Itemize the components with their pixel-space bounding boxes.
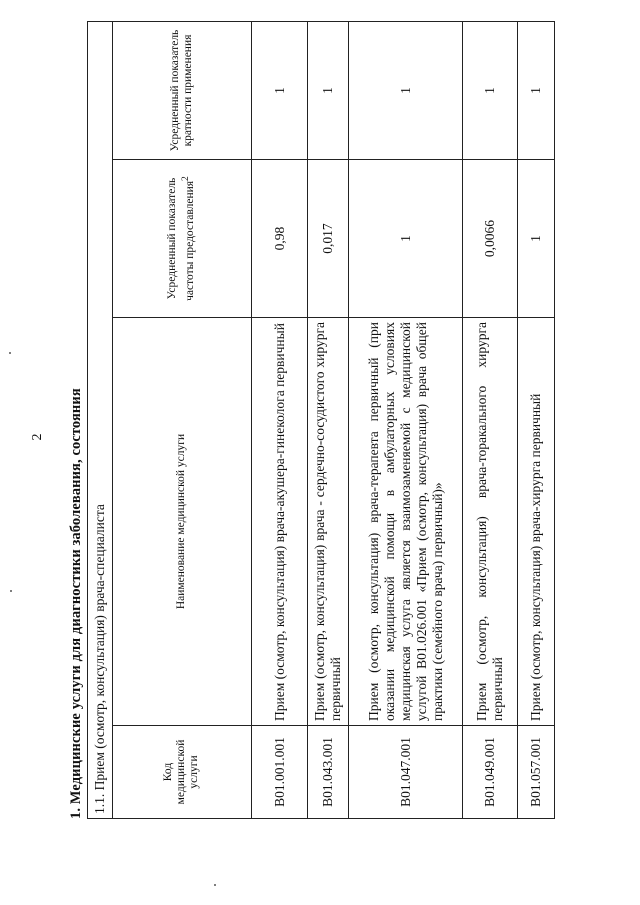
service-multiplicity: 1	[251, 22, 308, 160]
service-code: B01.043.001	[308, 726, 348, 819]
service-frequency: 0,0066	[463, 160, 518, 318]
table-header-row	[113, 22, 252, 819]
service-code: B01.047.001	[348, 726, 463, 819]
service-frequency: 0,98	[251, 160, 308, 318]
service-name: Прием (осмотр, консультация) врача-акушера-гинеколога первичный	[251, 318, 308, 726]
service-frequency: 0,017	[308, 160, 348, 318]
section-heading: 1. Медицинские услуги для диагностики заболевания, состояния	[68, 388, 84, 819]
service-multiplicity: 1	[463, 22, 518, 160]
header-frequency-text: Усредненный показатель частоты предоставления	[166, 177, 197, 301]
service-frequency: 1	[348, 160, 463, 318]
service-frequency: 1	[517, 160, 554, 318]
subsection-row	[88, 22, 113, 819]
table-row	[348, 22, 463, 819]
table-row	[251, 22, 308, 819]
service-multiplicity: 1	[308, 22, 348, 160]
header-frequency-footnote: 2	[180, 176, 192, 181]
page-number: 2	[30, 433, 45, 441]
table-row	[308, 22, 348, 819]
service-multiplicity: 1	[348, 22, 463, 160]
header-frequency	[113, 160, 252, 318]
service-name: Прием (осмотр, консультация) врача-терапевта первичный (при оказании медицинской помощи в амбулаторных условиях медицинская услуга является взаимозаменяемой с медицинской услугой B01.026.001 «Прием (осмотр, консультация) врача общей практики (семейного врача) первичный)»	[348, 318, 463, 726]
header-name: Наименование медицинской услуги	[113, 318, 252, 726]
header-multiplicity: Усредненный показатель кратности применения	[113, 22, 252, 160]
service-code: B01.057.001	[517, 726, 554, 819]
header-code: Код медицинской услуги	[113, 726, 252, 819]
subsection-title: 1.1. Прием (осмотр, консультация) врача-специалиста	[88, 22, 113, 819]
service-name: Прием (осмотр, консультация) врача - сердечно-сосудистого хирурга первичный	[308, 318, 348, 726]
table-row	[463, 22, 518, 819]
service-name: Прием (осмотр, консультация) врача-торакального хирурга первичный	[463, 318, 518, 726]
service-code: B01.001.001	[251, 726, 308, 819]
table-row	[517, 22, 554, 819]
services-table	[87, 21, 555, 819]
service-code: B01.049.001	[463, 726, 518, 819]
service-multiplicity: 1	[517, 22, 554, 160]
service-name: Прием (осмотр, консультация) врача-хирурга первичный	[517, 318, 554, 726]
